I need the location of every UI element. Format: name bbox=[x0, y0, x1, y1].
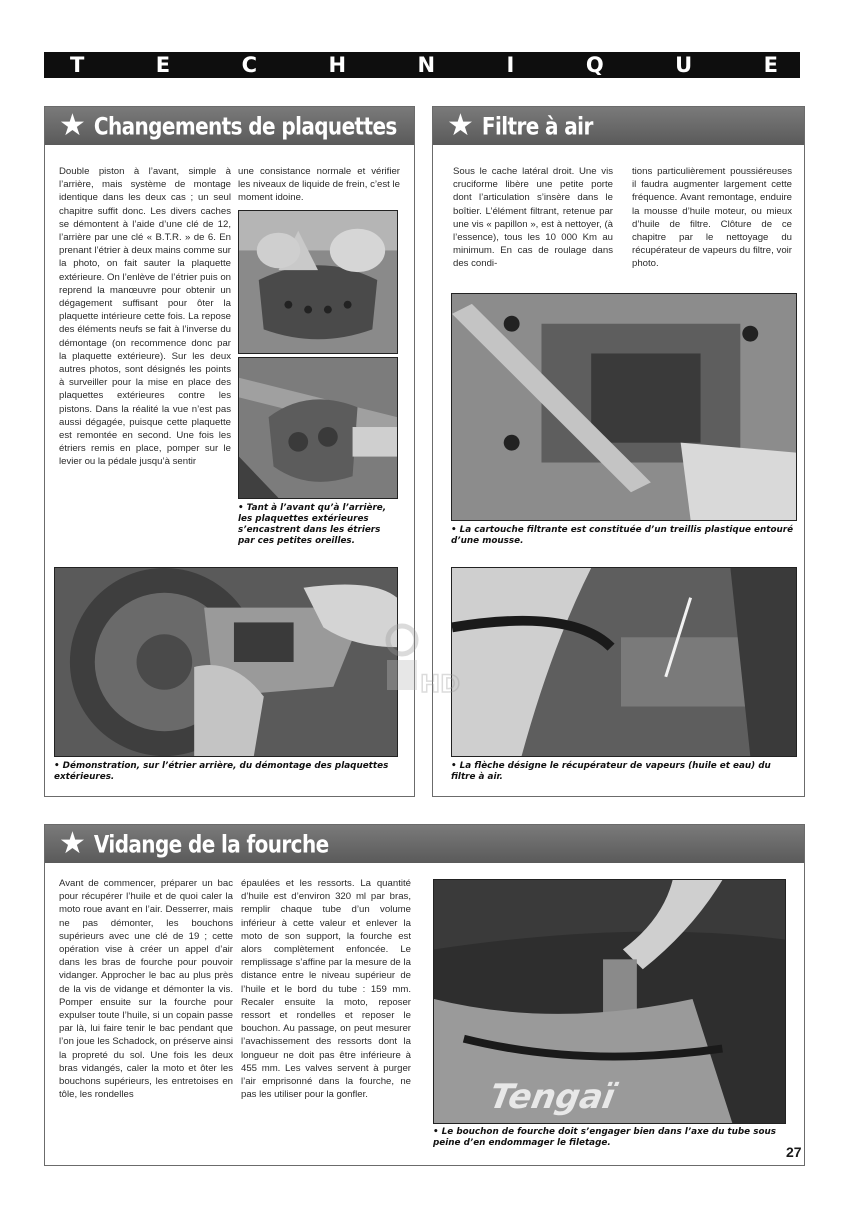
section-title: Filtre à air bbox=[481, 111, 593, 141]
caption-small: • Tant à l’avant qu’à l’arrière, les plaquettes extérieures s’encastrent dans les étriers par ces petites oreilles. bbox=[238, 503, 387, 546]
photo-demonstration bbox=[54, 567, 398, 757]
section-plaquettes bbox=[44, 106, 415, 797]
text-column-2: tions particulièrement poussiéreuses il faudra augmenter largement cette fréquence. Avant remontage, enduire la mousse d’huile moteur, ou mieux d’huile de filtre. Clôture de ce chapitre par le nettoyage du récupérateur de vapeurs du filtre, voir photo. bbox=[632, 166, 792, 270]
photo-caliper-rear bbox=[238, 357, 398, 499]
caption-vapor: • La flèche désigne le récupérateur de vapeurs (huile et eau) du filtre à air. bbox=[451, 761, 771, 782]
section-header bbox=[45, 107, 414, 145]
photo-vapor-recuperator bbox=[451, 567, 797, 757]
caption-large: • Démonstration, sur l’étrier arrière, du démontage des plaquettes extérieures. bbox=[54, 761, 389, 782]
photo-caliper-front bbox=[238, 210, 398, 354]
section-fourche bbox=[44, 824, 805, 1166]
star-icon: ★ bbox=[447, 108, 474, 143]
photo-air-filter-cartridge bbox=[451, 293, 797, 521]
banner-letter: T bbox=[70, 53, 85, 77]
banner-letter: E bbox=[155, 53, 171, 77]
banner-letter: C bbox=[241, 53, 258, 77]
text-column-1: Double piston à l’avant, simple à l’arrière, mais système de montage identique dans les deux cas ; un seul chapitre suffit donc. Les divers caches se démontent à l’aide d’une clé de 12, l’arrière par une clé « B.T.R. » de 6. En prenant l’étrier à deux mains comme sur la photo, on fait sauter la plaquette extérieure. On l’enlève de l’étrier puis on reprend la manœuvre pour obtenir un dégagement suffisant pour ôter la plaquette intérieure cette fois. La repose des éléments neufs se fait à l’inverse du démontage (on recommence donc par la plaquette extérieure). Sur les deux autres photos, sont désignés les points à surveiller pour la mise en place des plaquettes extérieures contre les pistons. Dans la réalité la vue n’est pas aussi dégagée, puisque cette plaquette est remontée en second. Une fois les étriers remis en place, pomper sur le levier ou la pédale jusqu’à sentir bbox=[59, 166, 231, 468]
section-title: Vidange de la fourche bbox=[93, 829, 329, 859]
star-icon: ★ bbox=[59, 826, 86, 861]
section-header bbox=[433, 107, 804, 145]
banner-letter: U bbox=[675, 53, 693, 77]
section-filtre bbox=[432, 106, 805, 797]
tengai-logo: Tengaï bbox=[486, 1077, 618, 1118]
technique-banner bbox=[44, 52, 800, 78]
text-column-1: Sous le cache latéral droit. Une vis cruciforme libère une petite porte dont l’articulation s’insère dans le boîtier. L’élément filtrant, retenue par une vis « papillon », est à nettoyer, (à l’essence), tous les 10 000 Km au minimum. En cas de roulage dans des condi- bbox=[453, 166, 613, 270]
watermark-text: HD bbox=[420, 670, 461, 698]
caption-fork: • Le bouchon de fourche doit s’engager bien dans l’axe du tube sous peine d’en endommager le filetage. bbox=[433, 1127, 776, 1148]
watermark-logo bbox=[382, 620, 461, 700]
section-header bbox=[45, 825, 804, 863]
star-icon: ★ bbox=[59, 108, 86, 143]
banner-letter: I bbox=[506, 53, 515, 77]
banner-letter: N bbox=[417, 53, 436, 77]
text-column-2: une consistance normale et vérifier les niveaux de liquide de frein, c’est le moment idoine. bbox=[238, 166, 400, 204]
caption-cartridge: • La cartouche filtrante est constituée d’un treillis plastique entouré d’une mousse. bbox=[451, 525, 794, 546]
section-title: Changements de plaquettes bbox=[93, 111, 397, 141]
banner-letter: H bbox=[328, 53, 347, 77]
photo-fork-cap bbox=[433, 879, 786, 1124]
banner-letter: Q bbox=[585, 53, 604, 77]
text-column-1: Avant de commencer, préparer un bac pour récupérer l’huile et de quoi caler la moto roue avant en l’air. Desserrer, mais ne pas démonter, les bouchons supérieurs avec une clé de 19 ; cette opération vise à créer un appel d’air dans les bras de fourche pour pouvoir vidanger. Approcher le bac au plus près de la vis de vidange et démonter la vis. Pomper ensuite sur la fourche pour expulser toute l’huile, si un copain passe par là, lui faire tenir le bac pendant que l’on joue les Schadock, on préserve ainsi la propreté du sol. Une fois les deux bras vidangés, caler la moto et ôter les bouchons supérieurs, les entretoises en tôle, les rondelles bbox=[59, 878, 233, 1101]
banner-letter: E bbox=[763, 53, 778, 77]
text-column-2: épaulées et les ressorts. La quantité d’huile est d’environ 320 ml par bras, remplir chaque tube d’un volume inférieur à cette valeur et enlever la moto de son support, la fourche est alors complètement enfoncée. Le remplissage s’affine par la mesure de la distance entre le niveau supérieur de l’huile et le bord du tube : 159 mm. Recaler ensuite la moto, reposer ressort et rondelles et reposer le bouchon. Au passage, on peut mesurer l’avachissement des ressorts dont la longueur ne doit pas être inférieure à 455 mm. Les valves servent à purger l’air emprisonné dans la fourche, ne pas les utiliser pour la gonfler. bbox=[241, 878, 411, 1101]
banner-letters bbox=[44, 52, 800, 78]
page-number: 27 bbox=[786, 1144, 802, 1160]
